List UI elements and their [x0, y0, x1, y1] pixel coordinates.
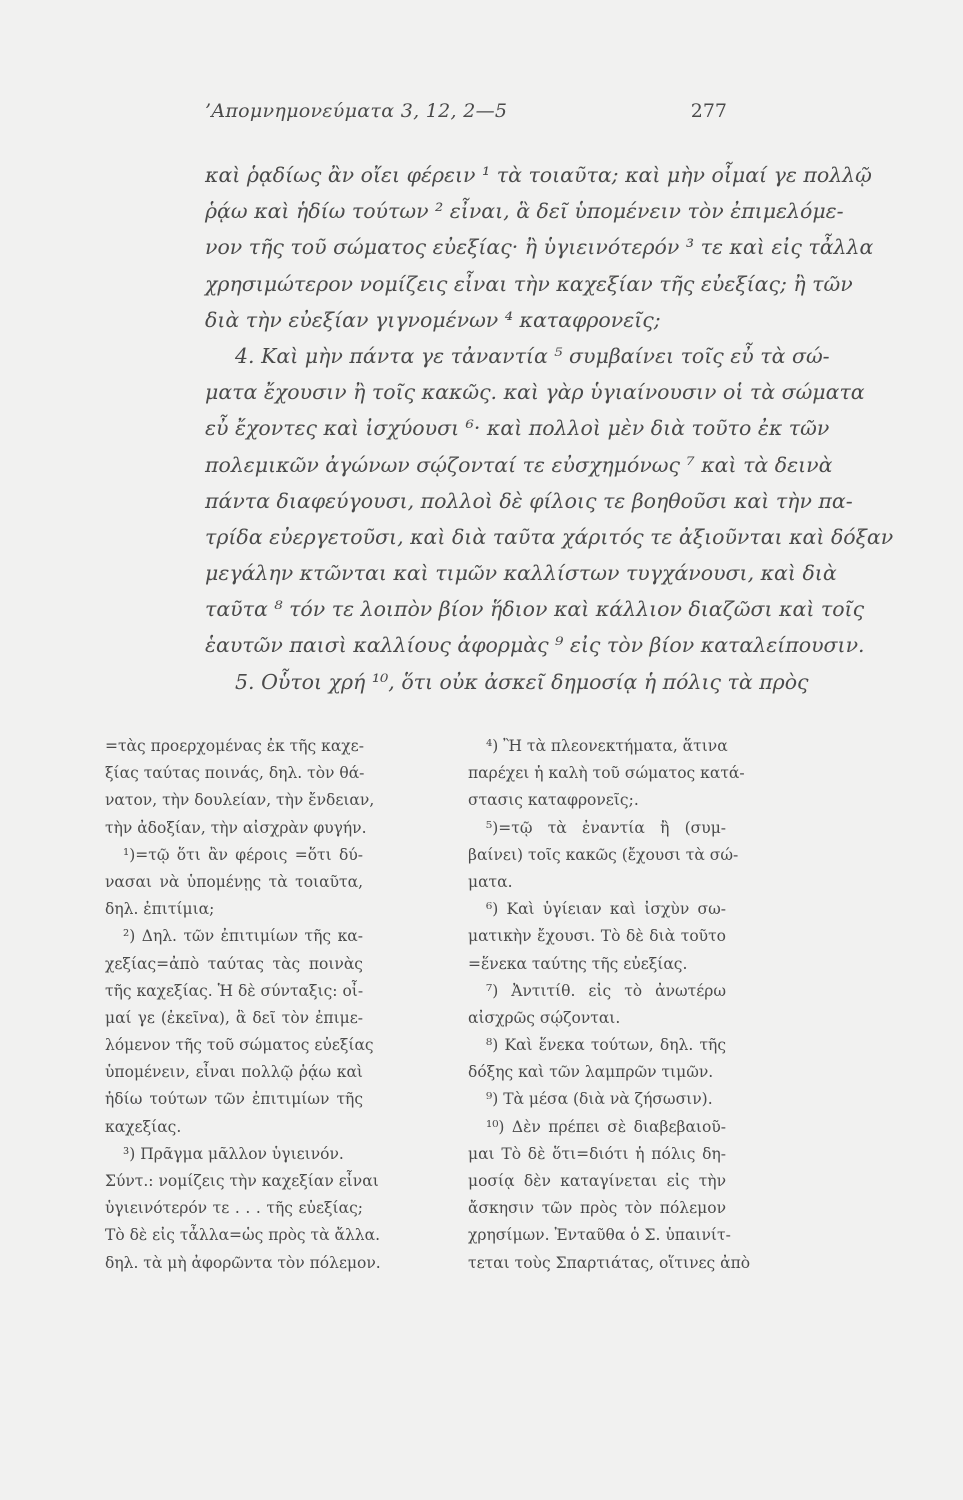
- running-header: [205, 100, 727, 130]
- main-line: ταῦτα ⁸ τόν τε λοιπὸν βίον ἥδιον καὶ κάλλιον διαζῶσι καὶ τοῖς: [205, 597, 865, 622]
- footnote-line: ξίας ταύτας ποινάς, δηλ. τὸν θά-: [105, 764, 365, 783]
- footnote-line: ὑγιεινότερόν τε . . . τῆς εὐεξίας;: [105, 1199, 363, 1218]
- main-line: διὰ τὴν εὐεξίαν γιγνομένων ⁴ καταφρονεῖς;: [205, 307, 661, 332]
- footnote-line: ¹⁰) Δὲν πρέπει σὲ διαβεβαιοῦ-: [486, 1117, 726, 1136]
- footnote-line: Σύντ.: νομίζεις τὴν καχεξίαν εἶναι: [105, 1172, 379, 1190]
- main-line: νον τῆς τοῦ σώματος εὐεξίας· ἢ ὑγιεινότερόν ³ τε καὶ εἰς τἆλλα: [205, 235, 874, 260]
- footnote-line: βαίνει) τοῖς κακῶς (ἔχουσι τὰ σώ-: [468, 845, 739, 864]
- footnote-line: νατον, τὴν δουλείαν, τὴν ἔνδειαν,: [105, 791, 375, 810]
- running-title: ’Απομνημονεύματα 3, 12, 2—5: [205, 100, 508, 122]
- footnote-line: ⁶) Καὶ ὑγίειαν καὶ ἰσχὺν σω-: [486, 900, 726, 919]
- main-line: ἑαυτῶν παισὶ καλλίους ἀφορμὰς ⁹ εἰς τὸν βίον καταλείπουσιν.: [205, 633, 865, 658]
- footnote-line: δηλ. τὰ μὴ ἀφορῶντα τὸν πόλεμον.: [105, 1253, 381, 1272]
- main-line: 4. Καὶ μὴν πάντα γε τἀναντία ⁵ συμβαίνει τοῖς εὖ τὰ σώ-: [235, 343, 830, 368]
- footnote-line: =τὰς προερχομένας ἐκ τῆς καχε-: [105, 737, 364, 755]
- footnote-line: ⁸) Καὶ ἕνεκα τούτων, δηλ. τῆς: [486, 1036, 726, 1055]
- footnote-line: δηλ. ἐπιτίμια;: [105, 900, 215, 919]
- footnote-line: ²) Δηλ. τῶν ἐπιτιμίων τῆς κα-: [123, 927, 363, 946]
- footnote-line: αἰσχρῶς σῴζονται.: [468, 1008, 621, 1027]
- footnote-line: στασις καταφρονεῖς;.: [468, 791, 639, 810]
- footnote-line: ματικὴν ἔχουσι. Τὸ δὲ διὰ τοῦτο: [468, 927, 726, 946]
- footnote-line: μαί γε (ἐκεῖνα), ἃ δεῖ τὸν ἐπιμε-: [105, 1008, 363, 1027]
- main-line: πάντα διαφεύγουσι, πολλοὶ δὲ φίλοις τε βοηθοῦσι καὶ τὴν πα-: [205, 488, 853, 513]
- main-line: ματα ἔχουσιν ἢ τοῖς κακῶς. καὶ γὰρ ὑγιαίνουσιν οἱ τὰ σώματα: [205, 380, 865, 405]
- footnote-line: ¹)=τῷ ὅτι ἂν φέροις =ὅτι δύ-: [123, 845, 363, 864]
- footnote-line: λόμενον τῆς τοῦ σώματος εὐεξίας: [105, 1036, 374, 1055]
- footnote-line: ὑπομένειν, εἶναι πολλῷ ῥᾴω καὶ: [105, 1063, 363, 1082]
- footnote-line: νασαι νὰ ὑπομένῃς τὰ τοιαῦτα,: [105, 872, 363, 891]
- main-line: τρίδα εὐεργετοῦσι, καὶ διὰ ταῦτα χάριτός τε ἀξιοῦνται καὶ δόξαν: [205, 524, 894, 549]
- footnote-line: παρέχει ἡ καλὴ τοῦ σώματος κατά-: [468, 764, 745, 783]
- footnote-line: ⁴) Ἢ τὰ πλεονεκτήματα, ἅτινα: [486, 737, 728, 755]
- footnote-line: τεται τοὺς Σπαρτιάτας, οἵτινες ἀπὸ: [468, 1253, 751, 1272]
- footnote-line: ἡδίω τούτων τῶν ἐπιτιμίων τῆς: [105, 1090, 363, 1109]
- footnote-line: ³) Πρᾶγμα μᾶλλον ὑγιεινόν.: [123, 1144, 344, 1163]
- main-line: καὶ ῥᾳδίως ἂν οἴει φέρειν ¹ τὰ τοιαῦτα; καὶ μὴν οἶμαί γε πολλῷ: [205, 163, 872, 187]
- main-line: 5. Οὗτοι χρή ¹⁰, ὅτι οὐκ ἀσκεῖ δημοσίᾳ ἡ πόλις τὰ πρὸς: [235, 669, 809, 694]
- footnote-line: ἄσκησιν τῶν πρὸς τὸν πόλεμον: [468, 1199, 726, 1218]
- footnote-line: χεξίας=ἀπὸ ταύτας τὰς ποινὰς: [105, 954, 363, 973]
- footnote-line: τὴν ἀδοξίαν, τὴν αἰσχρὰν φυγήν.: [105, 818, 367, 837]
- main-text: [205, 157, 894, 700]
- main-line: ῥᾴω καὶ ἡδίω τούτων ² εἶναι, ἃ δεῖ ὑπομένειν τὸν ἐπιμελόμε-: [205, 199, 844, 224]
- main-line: πολεμικῶν ἀγώνων σῴζονταί τε εὐσχημόνως ⁷ καὶ τὰ δεινὰ: [205, 452, 833, 477]
- footnote-line: καχεξίας.: [105, 1117, 182, 1136]
- footnotes-right-column: [468, 733, 751, 1277]
- footnote-line: ⁷) Ἀντιτίθ. εἰς τὸ ἀνωτέρω: [486, 981, 726, 1000]
- footnote-line: μοσίᾳ δὲν καταγίνεται εἰς τὴν: [468, 1172, 726, 1190]
- footnote-line: ⁹) Τὰ μέσα (διὰ νὰ ζήσωσιν).: [486, 1090, 713, 1109]
- main-line: χρησιμώτερον νομίζεις εἶναι τὴν καχεξίαν τῆς εὐεξίας; ἢ τῶν: [205, 271, 853, 296]
- page-number: 277: [690, 100, 727, 122]
- footnote-line: ⁵)=τῷ τὰ ἐναντία ἢ (συμ-: [486, 818, 726, 837]
- footnotes-left-column: [105, 733, 381, 1277]
- footnote-line: Τὸ δὲ εἰς τἆλλα=ὡς πρὸς τὰ ἄλλα.: [105, 1226, 380, 1245]
- footnote-line: τῆς καχεξίας. Ἡ δὲ σύνταξις: οἶ-: [105, 981, 364, 1000]
- main-line: μεγάλην κτῶνται καὶ τιμῶν καλλίστων τυγχάνουσι, καὶ διὰ: [205, 561, 837, 586]
- main-line: εὖ ἔχοντες καὶ ἰσχύουσι ⁶· καὶ πολλοὶ μὲν διὰ τοῦτο ἐκ τῶν: [205, 416, 830, 441]
- footnote-line: χρησίμων. Ἐνταῦθα ὁ Σ. ὑπαινίτ-: [468, 1226, 731, 1245]
- footnote-line: ματα.: [468, 872, 513, 891]
- footnote-line: μαι Τὸ δὲ ὅτι=διότι ἡ πόλις δη-: [468, 1144, 726, 1163]
- footnote-line: δόξης καὶ τῶν λαμπρῶν τιμῶν.: [468, 1063, 714, 1082]
- footnote-line: =ἕνεκα ταύτης τῆς εὐεξίας.: [468, 954, 688, 973]
